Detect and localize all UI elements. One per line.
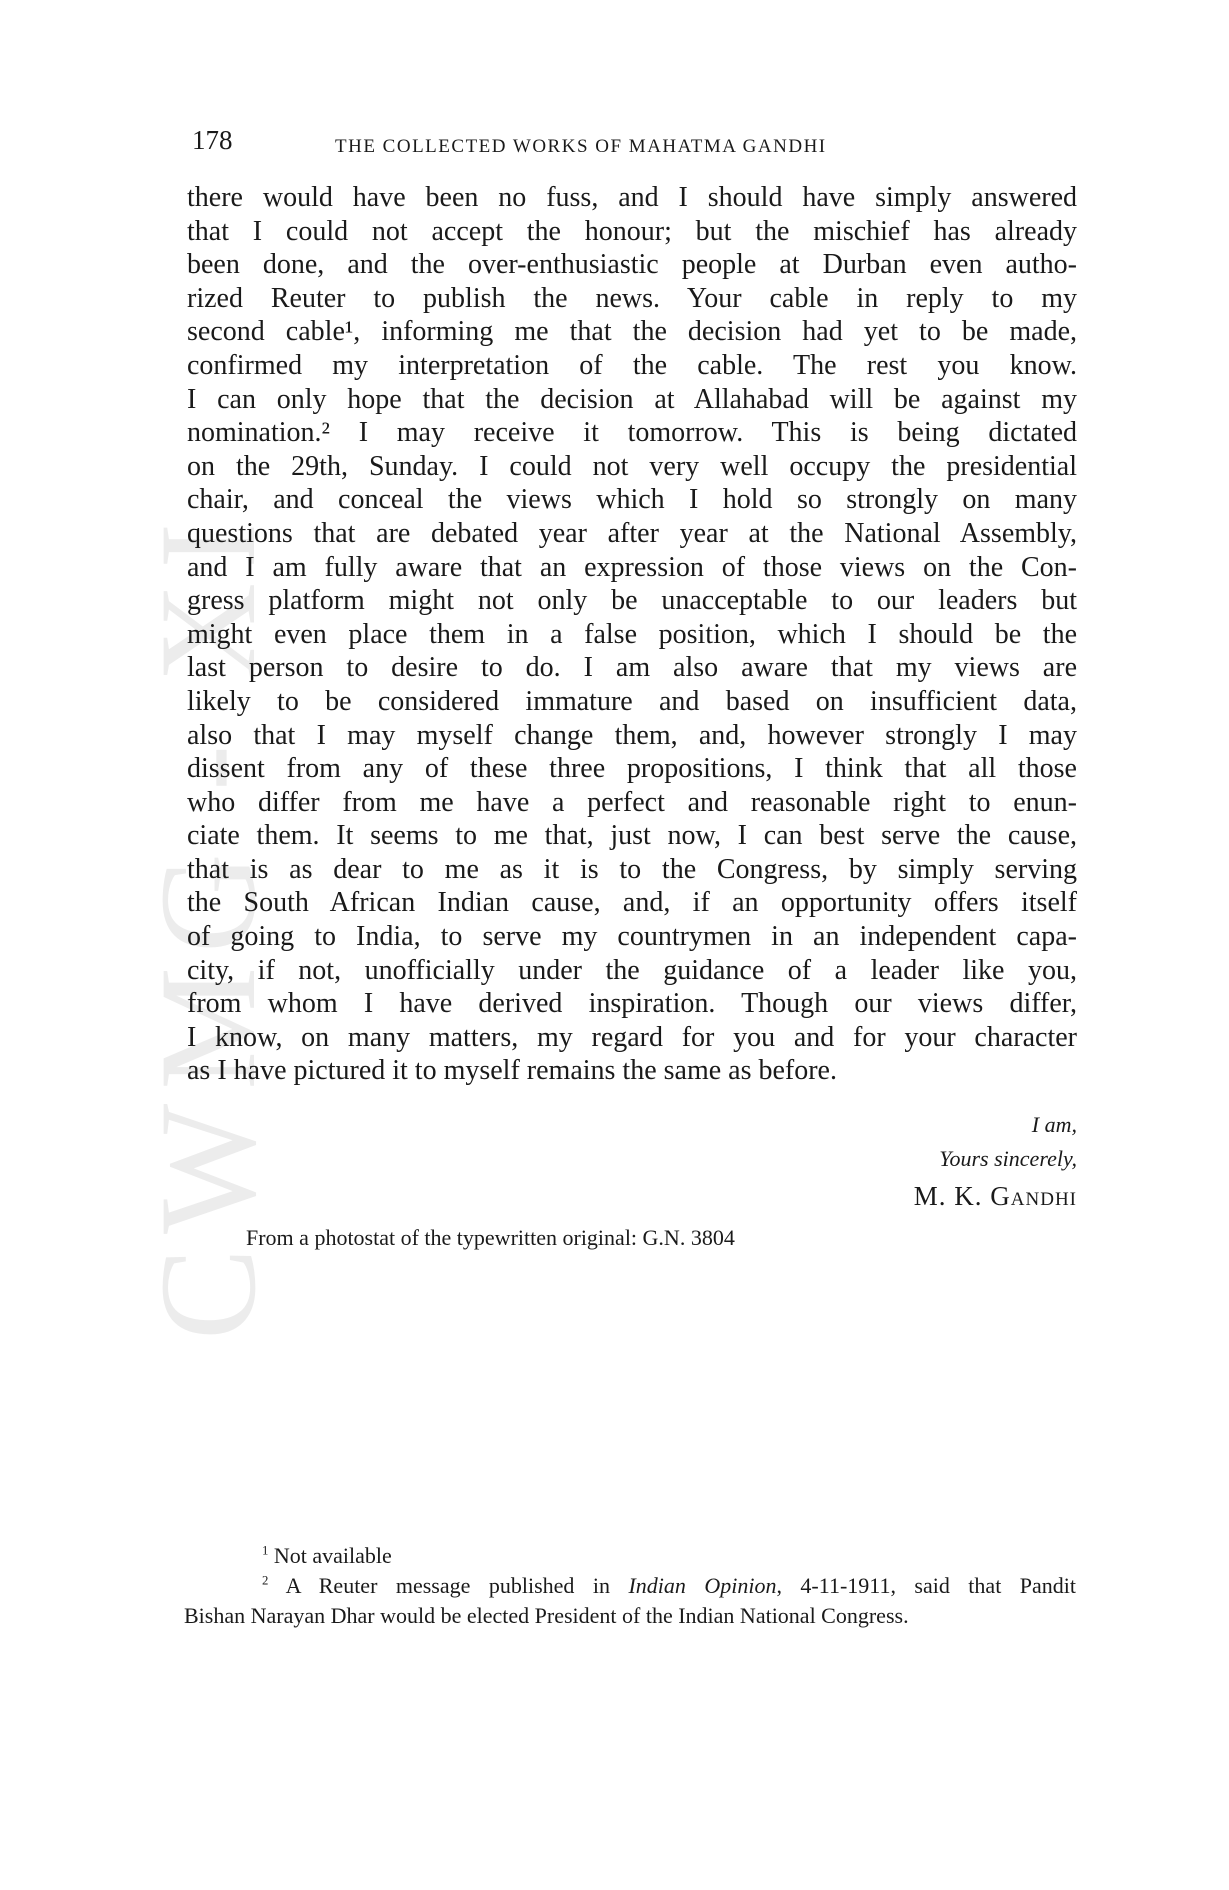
- footnote-1-marker: 1: [262, 1543, 269, 1558]
- body-line: I can only hope that the decision at Allahabad will be against my: [187, 383, 1077, 415]
- body-line: rized Reuter to publish the news. Your cable in reply to my: [187, 282, 1077, 314]
- running-title: THE COLLECTED WORKS OF MAHATMA GANDHI: [335, 136, 827, 157]
- body-line: nomination.² I may receive it tomorrow. This is being dictated: [187, 417, 1077, 449]
- body-line: and I am fully aware that an expression of those views on the Con-: [187, 551, 1077, 583]
- footnote-2-continuation: Bishan Narayan Dhar would be elected President of the Indian National Congress.: [184, 1603, 909, 1628]
- body-line: who differ from me have a perfect and reasonable right to enun-: [187, 786, 1077, 818]
- letter-body: [187, 181, 1077, 1088]
- body-line: city, if not, unofficially under the guidance of a leader like you,: [187, 954, 1077, 986]
- body-line: of going to India, to serve my countrymen in an independent capa-: [187, 921, 1077, 953]
- body-line: last person to desire to do. I am also aware that my views are: [187, 652, 1077, 684]
- body-line: gress platform might not only be unacceptable to our leaders but: [187, 585, 1077, 617]
- body-line: might even place them in a false position, which I should be the: [187, 618, 1077, 650]
- footnote-2-text-before: A Reuter message published in: [285, 1573, 629, 1598]
- body-line: also that I may myself change them, and, however strongly I may: [187, 719, 1077, 751]
- cwmg-watermark: CWMG - XI: [131, 508, 284, 1340]
- body-line: dissent from any of these three propositions, I think that all those: [187, 753, 1077, 785]
- footnote-1-text: Not available: [273, 1543, 392, 1568]
- footnote-2: [184, 1571, 1076, 1601]
- signature: M. K. Gandhi: [913, 1181, 1077, 1211]
- body-line: I know, on many matters, my regard for you and for your character: [187, 1021, 1077, 1053]
- body-line: likely to be considered immature and based on insufficient data,: [187, 685, 1077, 717]
- footnotes: [184, 1541, 1076, 1631]
- closing-i-am: I am,: [1031, 1112, 1077, 1137]
- body-line: the South African Indian cause, and, if an opportunity offers itself: [187, 887, 1077, 919]
- footnote-2-marker: 2: [262, 1573, 269, 1588]
- body-line: second cable¹, informing me that the decision had yet to be made,: [187, 316, 1077, 348]
- body-line: questions that are debated year after year at the National Assembly,: [187, 517, 1077, 549]
- page-header: [192, 125, 1077, 165]
- source-note: From a photostat of the typewritten original: G.N. 3804: [246, 1225, 735, 1250]
- letter-closing: [914, 1108, 1077, 1216]
- footnote-1: [184, 1541, 1076, 1571]
- closing-yours-sincerely: Yours sincerely,: [939, 1146, 1077, 1171]
- body-line: chair, and conceal the views which I hold so strongly on many: [187, 484, 1077, 516]
- body-line: been done, and the over-enthusiastic people at Durban even autho-: [187, 249, 1077, 281]
- page-number: 178: [192, 125, 233, 155]
- body-line: that is as dear to me as it is to the Congress, by simply serving: [187, 853, 1077, 885]
- body-line: ciate them. It seems to me that, just now, I can best serve the cause,: [187, 820, 1077, 852]
- footnote-2-text-after: , 4-11-1911, said that Pandit: [776, 1573, 1076, 1598]
- body-line: from whom I have derived inspiration. Though our views differ,: [187, 988, 1077, 1020]
- body-line: on the 29th, Sunday. I could not very well occupy the presidential: [187, 450, 1077, 482]
- body-line: there would have been no fuss, and I should have simply answered: [187, 182, 1077, 213]
- footnote-2-publication: Indian Opinion: [628, 1573, 777, 1598]
- body-line: confirmed my interpretation of the cable. The rest you know.: [187, 349, 1077, 381]
- body-line: that I could not accept the honour; but the mischief has already: [187, 215, 1077, 247]
- body-line: as I have pictured it to myself remains the same as before.: [187, 1055, 837, 1087]
